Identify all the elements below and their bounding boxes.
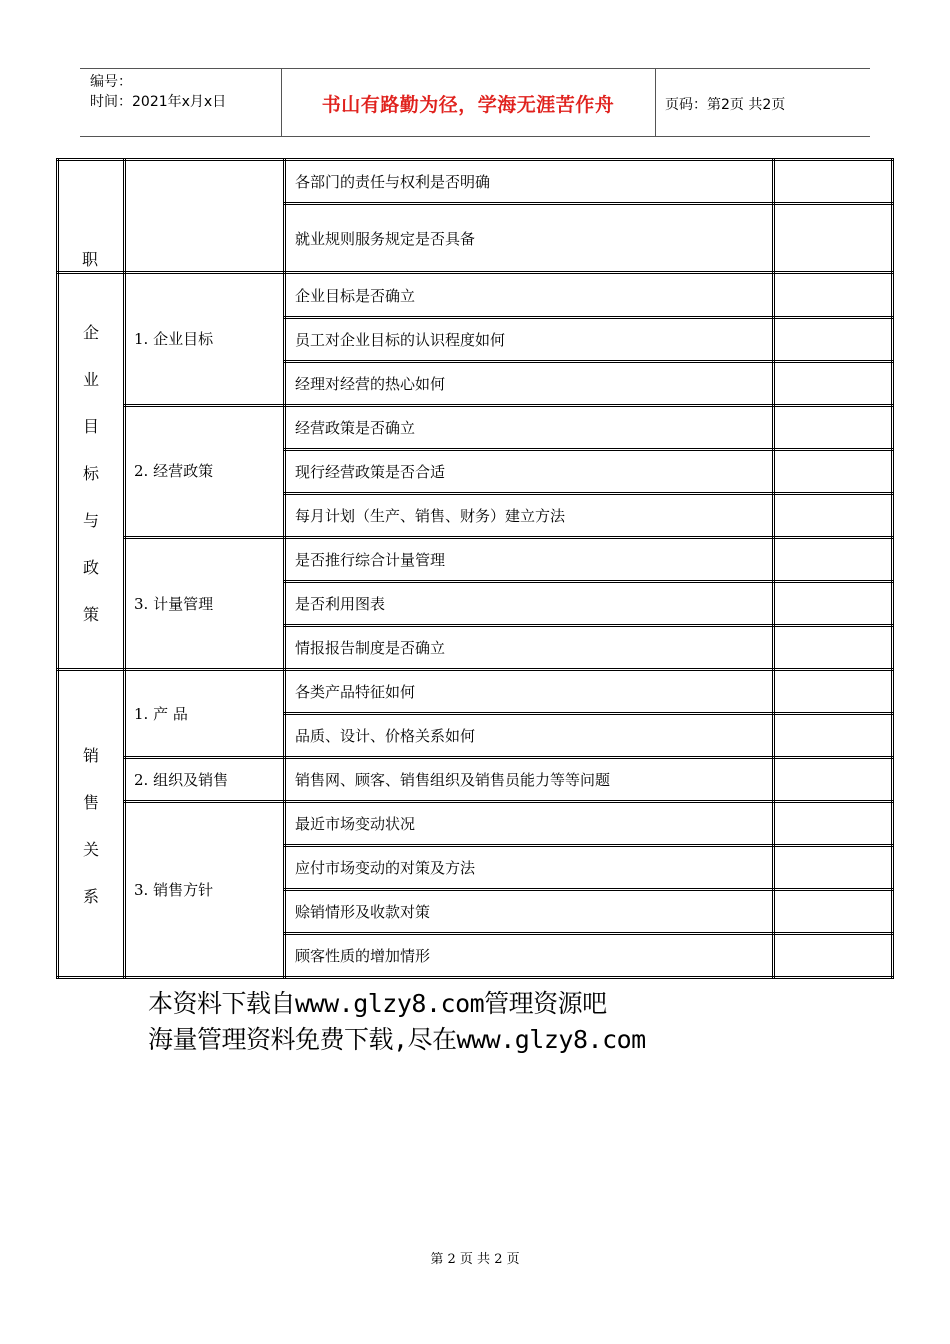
header-meta <box>90 72 226 112</box>
checklist-item: 各部门的责任与权利是否明确 <box>295 173 491 191</box>
checklist-item: 销售网、顾客、销售组织及销售员能力等等问题 <box>295 771 611 789</box>
checklist-item: 每月计划（生产、销售、财务）建立方法 <box>295 507 566 525</box>
checklist-item: 各类产品特征如何 <box>295 683 416 701</box>
group-label: 2. 组织及销售 <box>134 771 229 789</box>
section-label-goals-policy: 企 业 目 标 与 政 策 <box>82 323 99 624</box>
header-bottom-rule <box>80 136 870 137</box>
checklist-item: 最近市场变动状况 <box>295 815 416 833</box>
group-label: 3. 计量管理 <box>134 595 214 613</box>
checklist-item: 顾客性质的增加情形 <box>295 947 431 965</box>
promo-line: 本资料下载自www.glzy8.com管理资源吧 <box>148 989 607 1018</box>
checklist-item: 应付市场变动的对策及方法 <box>295 859 476 877</box>
promo-line: 海量管理资料免费下载,尽在www.glzy8.com <box>148 1025 646 1054</box>
header-motto: 书山有路勤为径，学海无涯苦作舟 <box>321 94 615 116</box>
checklist-item: 员工对企业目标的认识程度如何 <box>295 331 506 349</box>
checklist-item: 就业规则服务规定是否具备 <box>295 230 476 248</box>
doc-number-label: 编号： <box>90 74 132 90</box>
doc-time-label: 时间：2021年x月x日 <box>90 94 227 110</box>
header-page-info: 页码：第2页 共2页 <box>665 97 786 113</box>
checklist-item: 赊销情形及收款对策 <box>295 903 431 921</box>
checklist-item: 是否推行综合计量管理 <box>295 551 446 569</box>
checklist-item: 经理对经营的热心如何 <box>295 375 446 393</box>
checklist-item: 品质、设计、价格关系如何 <box>295 727 476 745</box>
checklist-item: 情报报告制度是否确立 <box>295 639 446 657</box>
checklist-item: 是否利用图表 <box>295 595 386 613</box>
checklist-item: 经营政策是否确立 <box>295 419 416 437</box>
group-label: 2. 经营政策 <box>134 462 214 480</box>
group-label: 1. 企业目标 <box>134 330 214 348</box>
section-label-sales: 销 售 关 系 <box>82 746 99 906</box>
group-label: 3. 销售方针 <box>134 881 214 899</box>
group-label: 1. 产 品 <box>134 705 188 723</box>
checklist-item: 现行经营政策是否合适 <box>295 463 446 481</box>
checklist-item: 企业目标是否确立 <box>295 287 416 305</box>
page-footer: 第 2 页 共 2 页 <box>430 1252 520 1267</box>
header-top-rule <box>80 68 870 69</box>
header-divider <box>655 68 656 136</box>
section-label-zhi: 职 <box>82 250 99 269</box>
checklist-table <box>56 158 894 979</box>
header-divider <box>281 68 282 136</box>
